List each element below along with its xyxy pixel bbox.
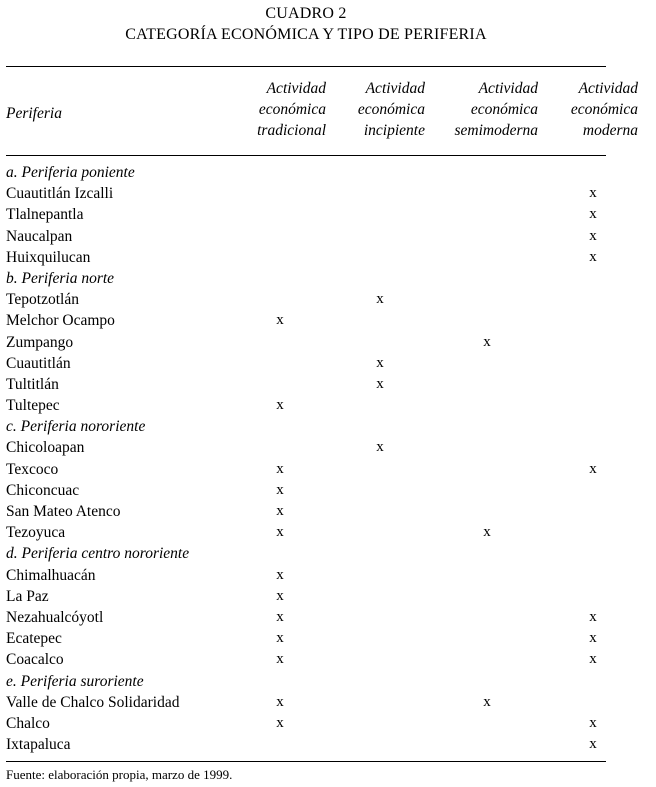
- activity-mark: x: [589, 608, 597, 625]
- activity-mark: x: [276, 312, 284, 329]
- section-heading: a. Periferia poniente: [6, 164, 135, 181]
- section-heading-row: [0, 416, 656, 437]
- section-heading: d. Periferia centro nororiente: [6, 545, 190, 563]
- activity-mark: x: [276, 693, 284, 710]
- table-row: [0, 204, 656, 225]
- municipality-name: Chalco: [6, 714, 50, 732]
- municipality-name: Coacalco: [6, 651, 64, 669]
- table-row: [0, 501, 656, 522]
- bottom-rule: [6, 761, 606, 762]
- municipality-name: Cuautitlán: [6, 354, 71, 372]
- activity-mark: x: [276, 587, 284, 604]
- municipality-name: Cuautitlán Izcalli: [6, 185, 114, 203]
- column-header-line: Actividad: [478, 80, 538, 97]
- municipality-name: Zumpango: [6, 333, 74, 351]
- activity-mark: x: [589, 630, 597, 647]
- municipality-name: Tultitlán: [6, 375, 59, 393]
- table-row: [0, 353, 656, 374]
- municipality-name: Huixquilucan: [6, 248, 91, 266]
- table-row: [0, 289, 656, 310]
- source-note: Fuente: elaboración propia, marzo de 1999.: [6, 767, 233, 782]
- municipality-name: Chimalhuacán: [6, 566, 96, 584]
- column-header-tradicional: [257, 78, 326, 141]
- column-header-line: económica: [470, 101, 538, 118]
- activity-mark: x: [376, 375, 384, 392]
- municipality-name: Melchor Ocampo: [6, 312, 115, 330]
- table-row: [0, 374, 656, 395]
- table-row: [0, 395, 656, 416]
- activity-mark: x: [276, 481, 284, 498]
- column-header-periferia: Periferia: [6, 105, 62, 122]
- activity-mark: x: [483, 333, 491, 350]
- column-header-line: económica: [357, 101, 425, 118]
- activity-mark: x: [376, 354, 384, 371]
- table-row: [0, 649, 656, 670]
- table-body: [0, 162, 656, 755]
- municipality-name: Chicoloapan: [6, 439, 85, 457]
- activity-mark: x: [276, 503, 284, 519]
- activity-mark: x: [276, 651, 284, 668]
- section-heading: b. Periferia norte: [6, 269, 115, 287]
- municipality-name: La Paz: [6, 587, 49, 605]
- column-header-line: moderna: [582, 122, 638, 139]
- activity-mark: x: [276, 524, 284, 541]
- activity-mark: x: [276, 460, 284, 477]
- activity-mark: x: [276, 397, 284, 414]
- activity-mark: x: [589, 206, 597, 223]
- activity-mark: x: [589, 248, 597, 265]
- column-header-line: económica: [258, 101, 326, 118]
- municipality-name: Texcoco: [6, 460, 59, 478]
- table-row: [0, 480, 656, 501]
- column-header-line: incipiente: [363, 122, 425, 139]
- activity-mark: x: [589, 185, 597, 202]
- column-header-line: Actividad: [266, 80, 326, 97]
- activity-mark: x: [589, 736, 597, 753]
- table-row: [0, 628, 656, 649]
- section-heading-row: [0, 162, 656, 183]
- column-header-line: Actividad: [365, 80, 425, 97]
- municipality-name: Nezahualcóyotl: [6, 608, 104, 626]
- section-heading: e. Periferia suroriente: [6, 672, 144, 690]
- activity-mark: x: [276, 566, 284, 583]
- municipality-name: San Mateo Atenco: [6, 503, 121, 520]
- table-row: [0, 247, 656, 268]
- activity-mark: x: [276, 608, 284, 625]
- activity-mark: x: [589, 714, 597, 731]
- table-row: [0, 332, 656, 353]
- table-row: [0, 692, 656, 713]
- municipality-name: Tezoyuca: [6, 524, 66, 542]
- municipality-name: Tlalnepantla: [6, 206, 84, 224]
- activity-mark: x: [376, 291, 384, 308]
- column-header-line: Actividad: [578, 80, 638, 97]
- table-row: [0, 734, 656, 755]
- table-row: [0, 437, 656, 458]
- table-row: [0, 310, 656, 331]
- activity-mark: x: [589, 227, 597, 244]
- table-row: [0, 226, 656, 247]
- section-heading-row: [0, 543, 656, 564]
- activity-mark: x: [589, 651, 597, 668]
- table-label: CUADRO 2: [265, 5, 347, 22]
- municipality-name: Naucalpan: [6, 227, 73, 245]
- activity-mark: x: [483, 693, 491, 710]
- section-heading-row: [0, 671, 656, 692]
- table-row: [0, 183, 656, 204]
- section-heading-row: [0, 268, 656, 289]
- column-header-line: semimoderna: [454, 122, 538, 139]
- activity-mark: x: [589, 460, 597, 477]
- table-row: [0, 522, 656, 543]
- activity-mark: x: [276, 630, 284, 647]
- activity-mark: x: [483, 524, 491, 541]
- header-rule: [6, 155, 606, 156]
- municipality-name: Chiconcuac: [6, 481, 80, 499]
- activity-mark: x: [376, 439, 384, 456]
- municipality-name: Ecatepec: [6, 630, 62, 648]
- column-header-line: económica: [570, 101, 638, 118]
- municipality-name: Ixtapaluca: [6, 736, 71, 754]
- top-rule: [6, 66, 606, 67]
- column-header-incipiente: [358, 78, 425, 141]
- activity-mark: x: [276, 714, 284, 731]
- table-row: [0, 565, 656, 586]
- table-title: CATEGORÍA ECONÓMICA Y TIPO DE PERIFERIA: [125, 26, 487, 43]
- table-row: [0, 459, 656, 480]
- table-row: [0, 607, 656, 628]
- section-heading: c. Periferia nororiente: [6, 418, 146, 436]
- column-header-moderna: [571, 78, 638, 141]
- table-row: [0, 586, 656, 607]
- column-header-line: tradicional: [257, 122, 326, 139]
- table-row: [0, 713, 656, 734]
- municipality-name: Tepotzotlán: [6, 291, 79, 309]
- municipality-name: Tultepec: [6, 397, 60, 415]
- column-header-semimoderna: [454, 78, 538, 141]
- municipality-name: Valle de Chalco Solidaridad: [6, 693, 180, 711]
